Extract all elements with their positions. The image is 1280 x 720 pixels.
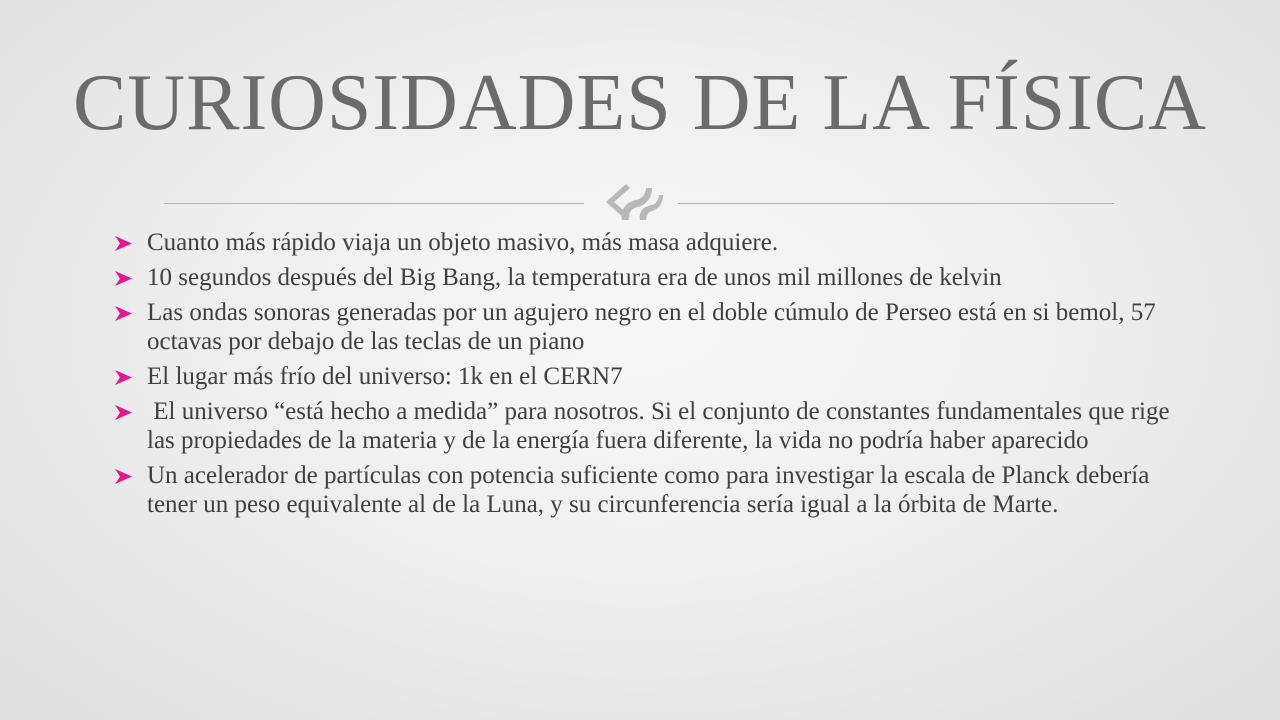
slide-title: CURIOSIDADES DE LA FÍSICA: [73, 59, 1207, 147]
divider-line-right: [678, 203, 1114, 204]
bullet-text: El universo “está hecho a medida” para nosotros. Si el conjunto de constantes fundamentales que rige las propiedades de la materia y de la energía fuera diferente, la vida no podría haber aparecido: [147, 398, 1176, 454]
list-item: [110, 362, 1170, 391]
list-item: [110, 298, 1170, 356]
arrowhead-bullet-icon: [115, 236, 132, 251]
arrowhead-bullet-icon: [115, 370, 132, 385]
list-item: [110, 228, 1170, 257]
list-item: [110, 263, 1170, 292]
bullet-list: [110, 228, 1176, 525]
arrowhead-bullet-icon: [115, 469, 132, 484]
divider-line-left: [164, 203, 584, 204]
bullet-text: Las ondas sonoras generadas por un agujero negro en el doble cúmulo de Perseo está en si bemol, 57 octavas por debajo de las teclas de un piano: [147, 299, 1156, 355]
arrowhead-bullet-icon: [115, 306, 132, 321]
arrowhead-bullet-icon: [115, 405, 132, 420]
arrowhead-bullet-icon: [115, 271, 132, 286]
list-item: [110, 397, 1176, 455]
quote-mark-icon: [596, 180, 666, 224]
list-item: [110, 461, 1170, 519]
bullet-text: Cuanto más rápido viaja un objeto masivo, más masa adquiere.: [147, 229, 779, 256]
bullet-text: El lugar más frío del universo: 1k en el CERN7: [147, 363, 623, 390]
bullet-text: Un acelerador de partículas con potencia suficiente como para investigar la escala de Planck debería tener un peso equivalente al de la Luna, y su circunferencia sería igual a la órbita de Marte.: [147, 462, 1150, 518]
bullet-text: 10 segundos después del Big Bang, la temperatura era de unos mil millones de kelvin: [147, 264, 1002, 291]
